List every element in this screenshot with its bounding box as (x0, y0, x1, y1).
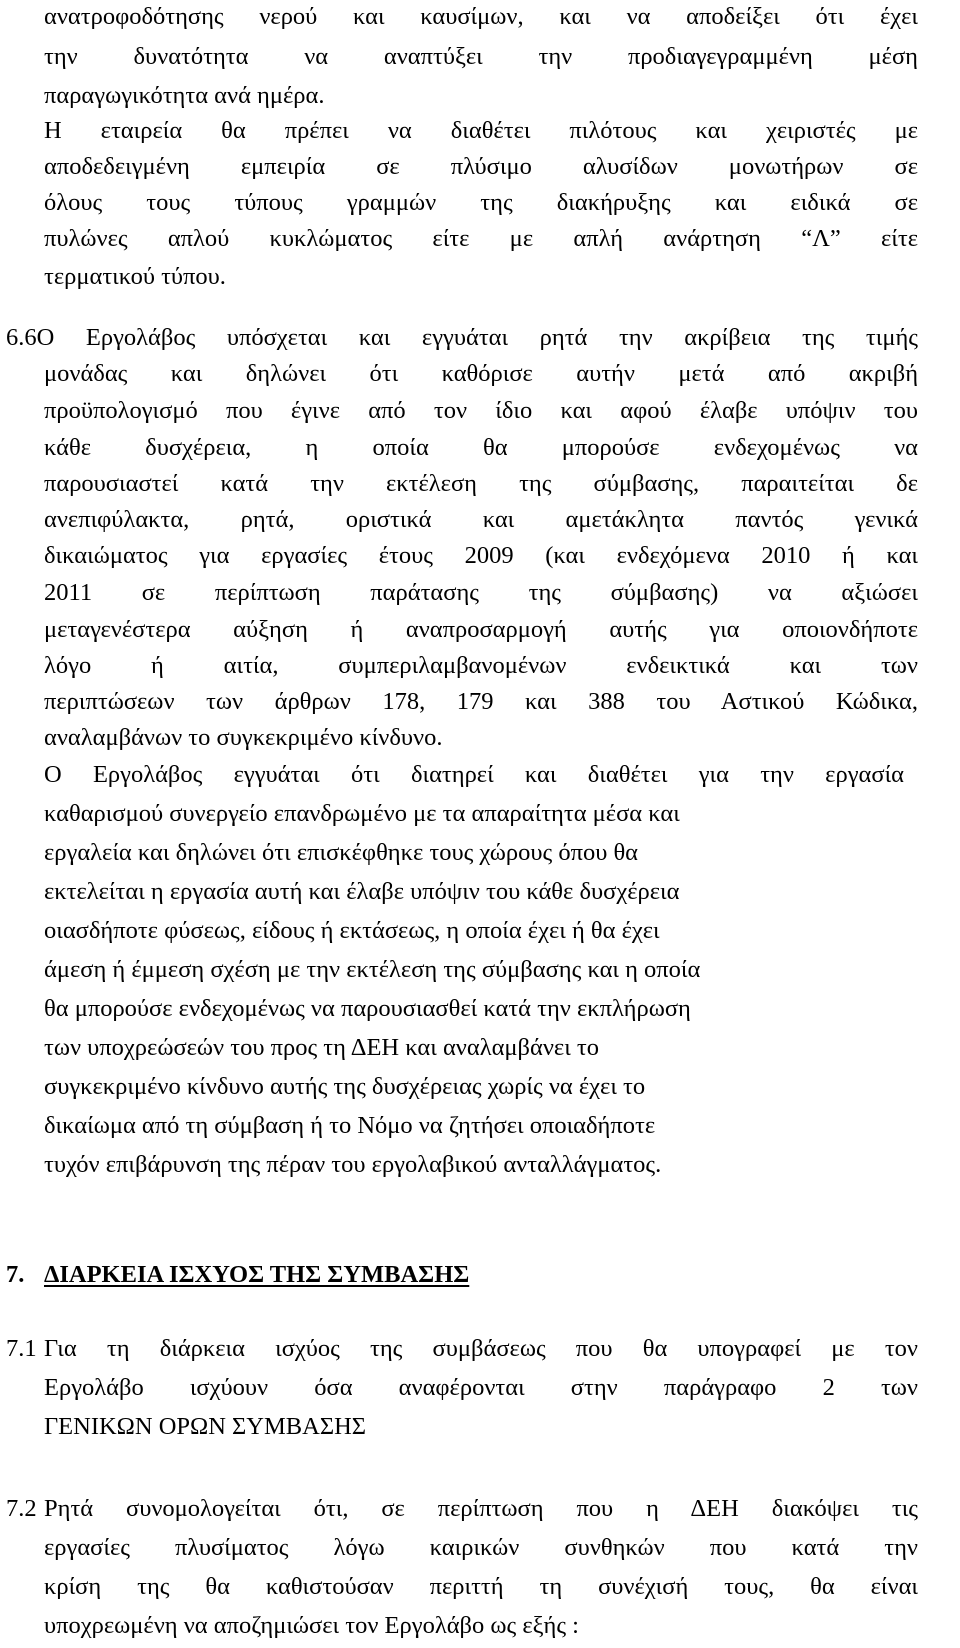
text-line: 6.6Ο Εργολάβος υπόσχεται και εγγυάται ρητά την ακρίβεια της τιμής (6, 324, 918, 351)
text-line: ανατροφοδότησης νερού και καυσίμων, και να αποδείξει ότι έχει (44, 3, 918, 30)
text-line: πυλώνες απλού κυκλώματος είτε με απλή ανάρτηση “Λ” είτε (44, 225, 918, 252)
text-line: εκτελείται η εργασία αυτή και έλαβε υπόψιν του κάθε δυσχέρεια (44, 878, 680, 905)
text-line: Η εταιρεία θα πρέπει να διαθέτει πιλότους και χειριστές με (44, 117, 918, 144)
text-line: τυχόν επιβάρυνση της πέραν του εργολαβικού ανταλλάγματος. (44, 1151, 662, 1178)
section-number: 7. (6, 1261, 25, 1288)
text-line: 2011 σε περίπτωση παράτασης της σύμβασης) να αξιώσει (44, 579, 918, 606)
text-line: λόγο ή αιτία, συμπεριλαμβανομένων ενδεικτικά και των (44, 652, 918, 679)
text-line: τερματικού τύπου. (44, 263, 226, 290)
clause-number: 7.1 (6, 1335, 37, 1362)
text-line: θα μπορούσε ενδεχομένως να παρουσιασθεί κατά την εκπλήρωση (44, 995, 691, 1022)
text-line: αποδεδειγμένη εμπειρία σε πλύσιμο αλυσίδων μονωτήρων σε (44, 153, 918, 180)
text-line: περιπτώσεων των άρθρων 178, 179 και 388 του Αστικού Κώδικα, (44, 688, 918, 715)
text-line: εργασίες πλυσίματος λόγω καιρικών συνθηκών που κατά την (44, 1534, 918, 1561)
text-line: Ρητά συνομολογείται ότι, σε περίπτωση που η ΔΕΗ διακόψει τις (44, 1495, 918, 1522)
text-line: την δυνατότητα να αναπτύξει την προδιαγεγραμμένη μέση (44, 43, 918, 70)
text-line: δικαίωμα από τη σύμβαση ή το Νόμο να ζητήσει οποιαδήποτε (44, 1112, 656, 1139)
text-line: δικαιώματος για εργασίες έτους 2009 (και ενδεχόμενα 2010 ή και (44, 542, 918, 569)
text-line: κρίση της θα καθιστούσαν περιττή τη συνέχισή τους, θα είναι (44, 1573, 918, 1600)
text-line: προϋπολογισμό που έγινε από τον ίδιο και αφού έλαβε υπόψιν του (44, 397, 918, 424)
text-line: συγκεκριμένο κίνδυνο αυτής της δυσχέρειας χωρίς να έχει το (44, 1073, 646, 1100)
section-heading (6, 1260, 469, 1290)
text-line: ανεπιφύλακτα, ρητά, οριστικά και αμετάκλητα παντός γενικά (44, 506, 918, 533)
text-line: μονάδας και δηλώνει ότι καθόρισε αυτήν μετά από ακριβή (44, 360, 918, 387)
text-line: Για τη διάρκεια ισχύος της συμβάσεως που θα υπογραφεί με τον (44, 1335, 918, 1362)
text-line: άμεση ή έμμεση σχέση με την εκτέλεση της σύμβασης και η οποία (44, 956, 701, 983)
text-line: όλους τους τύπους γραμμών της διακήρυξης και ειδικά σε (44, 189, 918, 216)
text-line: Ο Εργολάβος εγγυάται ότι διατηρεί και διαθέτει για την εργασία (44, 761, 904, 788)
text-line: καθαρισμού συνεργείο επανδρωμένο με τα απαραίτητα μέσα και (44, 800, 680, 827)
text-line: υποχρεωμένη να αποζημιώσει τον Εργολάβο ως εξής : (44, 1612, 579, 1639)
text-line: ΓΕΝΙΚΩΝ ΟΡΩΝ ΣΥΜΒΑΣΗΣ (44, 1413, 367, 1440)
text-line: οιασδήποτε φύσεως, είδους ή εκτάσεως, η οποία έχει ή θα έχει (44, 917, 660, 944)
text-line: των υποχρεώσεών του προς τη ΔΕΗ και αναλαμβάνει το (44, 1034, 600, 1061)
text-line: παρουσιαστεί κατά την εκτέλεση της σύμβασης, παραιτείται δε (44, 470, 918, 497)
text-line: Εργολάβο ισχύουν όσα αναφέρονται στην παράγραφο 2 των (44, 1374, 918, 1401)
text-line: μεταγενέστερα αύξηση ή αναπροσαρμογή αυτής για οποιονδήποτε (44, 616, 918, 643)
text-line: παραγωγικότητα ανά ημέρα. (44, 82, 325, 109)
clause-number: 7.2 (6, 1495, 37, 1522)
text-line: κάθε δυσχέρεια, η οποία θα μπορούσε ενδεχομένως να (44, 434, 918, 461)
text-line: εργαλεία και δηλώνει ότι επισκέφθηκε τους χώρους όπου θα (44, 839, 639, 866)
section-title: ΔΙΑΡΚΕΙΑ ΙΣΧΥΟΣ ΤΗΣ ΣΥΜΒΑΣΗΣ (44, 1261, 470, 1288)
text-line: αναλαμβάνων το συγκεκριμένο κίνδυνο. (44, 724, 443, 751)
